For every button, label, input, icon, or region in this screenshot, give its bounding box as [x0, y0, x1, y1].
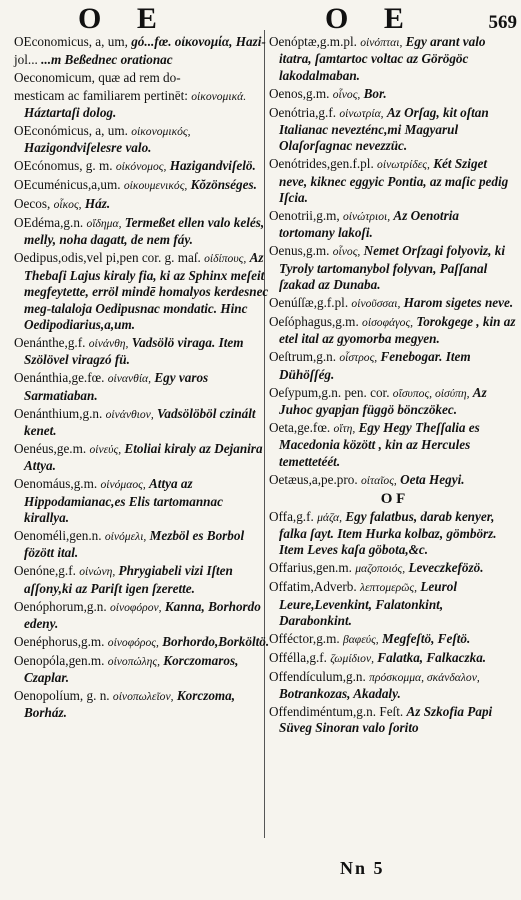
headword: Oenótrides,gen.f.pl. [269, 156, 374, 172]
headword: Oenus,g.m. [269, 243, 330, 259]
left-column [14, 34, 270, 723]
greek-equivalent: οἰνωτρία, [339, 106, 384, 120]
page-header [0, 2, 521, 38]
hungarian-definition: Termeßet ellen valo kelés, melly, noha dagatt, de nem fáy. [24, 215, 265, 248]
headword: Oedipus,odis,vel pi,pen cor. g. maſ. [14, 250, 201, 266]
greek-equivalent: οἰνοφόρος, [107, 635, 159, 649]
right-column [269, 34, 517, 738]
headword: OEconomicus, a, um, [14, 34, 128, 49]
dictionary-entry [14, 215, 270, 249]
greek-equivalent: οἰκονομικά. [191, 89, 247, 103]
headword: Oenóne,g.f. [14, 563, 76, 579]
dictionary-entry [269, 314, 517, 348]
hungarian-definition: Az Thebaſi Lajus kiraly fia, ki az Sphinx meſeit megfeytette, erröl mindē homalyos kerdesnec meg-talaloja Oedipusnac mondatic. Hinc Oedipodiarius,a,um. [24, 250, 269, 332]
headword: Oenóptæ,g.m.pl. [269, 34, 357, 49]
headword: Offarius,gen.m. [269, 560, 352, 576]
dictionary-entry [14, 70, 270, 86]
greek-equivalent: οἰνεύς, [89, 442, 122, 456]
headword: Oenopolíum, g. n. [14, 688, 110, 704]
dictionary-entry [269, 156, 517, 206]
greek-equivalent: μαζοποιός, [355, 562, 406, 576]
signature-mark: Nn 5 [340, 858, 385, 878]
greek-equivalent: οἰνοπώλης, [107, 654, 160, 668]
hungarian-definition: Háztartaſi dolog. [24, 105, 117, 121]
headword: Oeſóphagus,g.m. [269, 314, 359, 329]
headword: Oenotrii,g.m, [269, 208, 340, 224]
left-header-letters: O E [78, 2, 171, 35]
headword: Offélla,g.f. [269, 649, 327, 665]
dictionary-entry [14, 158, 270, 175]
dictionary-entry [14, 177, 270, 194]
dictionary-entry [14, 688, 270, 722]
headword: Oenóphorum,g.n. [14, 598, 107, 614]
headword: Oenéphorus,g.m. [14, 633, 105, 649]
greek-equivalent: οἰνοῦσσαι, [351, 297, 401, 311]
headword: OEdéma,g.n. [14, 215, 84, 231]
greek-equivalent: οἰταῖος, [360, 473, 397, 487]
headword: Oeſtrum,g.n. [269, 349, 337, 365]
hungarian-definition: Bor. [363, 85, 387, 101]
hungarian-definition: Az Oenotria tortomany lakoſi. [279, 208, 459, 241]
dictionary-entry [269, 704, 517, 737]
greek-equivalent: οἰνόμελι, [104, 529, 147, 543]
greek-equivalent: οἰνώτριοι, [343, 210, 391, 224]
headword: OEcónomus, g. m. [14, 158, 113, 174]
greek-equivalent: οἴτη, [333, 421, 356, 435]
greek-equivalent: οἰνάνθιον, [105, 407, 154, 421]
hungarian-definition: Mezböl es Borbol fözött ital. [24, 527, 245, 561]
dictionary-entry [269, 243, 517, 293]
hungarian-definition: Hazigandviſelö. [169, 158, 256, 174]
greek-equivalent: οἰνόμαος, [100, 478, 146, 492]
headword: Oenánthia,ge.fœ. [14, 370, 105, 386]
dictionary-entry [269, 420, 517, 470]
dictionary-entry [269, 650, 517, 667]
dictionary-entry [269, 86, 517, 103]
greek-equivalent: πρόσκομμα, σκάνδαλον, [369, 670, 480, 684]
greek-equivalent: οἰνώνη, [79, 565, 116, 579]
greek-equivalent: οἰδίπους, [204, 252, 247, 266]
dictionary-entry [14, 599, 270, 633]
greek-equivalent: οἶστρος, [339, 351, 378, 365]
greek-equivalent: οἰνοπωλεῖον, [112, 690, 174, 704]
dictionary-entry [269, 34, 517, 84]
greek-equivalent: οἴδημα, [86, 217, 122, 231]
page-number: 569 [488, 12, 517, 33]
greek-equivalent: οἰνάνθη, [88, 336, 129, 350]
greek-equivalent: οἰνωτρίδες, [377, 158, 430, 172]
section-heading: O F [380, 490, 406, 507]
headword: Oenánthe,g.f. [14, 334, 86, 350]
hungarian-definition: Borhordo,Borköltö. [162, 633, 270, 649]
greek-equivalent: οἰκονομικός, [131, 125, 191, 139]
hungarian-definition: Kŏzönséges. [190, 177, 257, 193]
hungarian-definition: Attya az Hippodamianac,es Elis tartomannac kirallya. [24, 476, 223, 525]
headword: Oetæus,a,pe.pro. [269, 471, 358, 487]
hungarian-definition: Kanna, Borhordo edeny. [24, 598, 261, 631]
headword: Oenos,g.m. [269, 85, 330, 101]
hungarian-definition: Vadsölö viraga. Item Szölövel viragzó fü. [24, 334, 244, 368]
hungarian-definition: Phrygiabeli vizi Iſten aſſony,ki az Pariſt igen ſzerette. [24, 563, 233, 596]
dictionary-entry [14, 196, 270, 213]
hungarian-definition: Nemet Orſzagi folyoviz, ki Tyroly tartomanybol folyvan, Paſſanal ſzakad az Dunaba. [279, 243, 505, 293]
dictionary-entry [14, 476, 270, 526]
hungarian-definition: ...m Beßednec orationac [41, 51, 173, 67]
dictionary-entry [269, 669, 517, 703]
headword: Offa,g.f. [269, 508, 314, 524]
dictionary-entry [14, 34, 270, 50]
headword: Oenomáus,g.m. [14, 476, 98, 492]
hungarian-definition: Az Orſag, kit oſtan Italianac nevezténc,mi Magyarul Olaſorſagnac nevezzüc. [279, 104, 489, 154]
greek-equivalent: οἰκόνομος, [115, 160, 167, 174]
headword: jol... [14, 51, 38, 67]
dictionary-entry [14, 52, 270, 68]
headword: OEcuménicus,a,um. [14, 177, 121, 193]
headword: Offatim,Adverb. [269, 579, 357, 595]
hungarian-definition: Egy Hegy Theſſalia es Macedonia között , kin az Hercules temettetéét. [279, 419, 480, 469]
headword: Oecos, [14, 196, 51, 212]
greek-equivalent: οἶνος, [332, 87, 361, 101]
hungarian-definition: Egy arant valo itatra, ſamtartoc voltac az Görögöc lakodalmaban. [279, 34, 486, 83]
headword: Oenúſſæ,g.f.pl. [269, 295, 349, 311]
dictionary-entry [269, 105, 517, 155]
headword: Oeta,ge.fœ. [269, 419, 331, 435]
hungarian-definition: Torokgege , kin az etel ital az gyomorba megyen. [279, 314, 516, 347]
greek-equivalent: μάζα, [317, 510, 343, 524]
headword: Oeſypum,g.n. pen. cor. [269, 384, 390, 400]
dictionary-entry [269, 579, 517, 629]
hungarian-definition: Korczomaros, Czaplar. [24, 652, 239, 686]
hungarian-definition: Egy falatbus, darab kenyer, falka ſayt. Item Hurka kolbaz, gömbörz. Item Leves kaſa göbota,&c. [279, 508, 497, 558]
hungarian-definition: Harom sigetes neve. [403, 295, 514, 311]
headword: Oenopóla,gen.m. [14, 652, 105, 668]
hungarian-definition: Az Szkofia Papi Süveg Sinoran valo ſorito [279, 704, 493, 736]
hungarian-definition: Vadsölöböl czinált kenet. [24, 405, 256, 438]
headword: Offendículum,g.n. [269, 668, 366, 684]
headword: OEconómicus, a, um. [14, 123, 128, 139]
dictionary-entry [14, 370, 270, 404]
headword: Oenánthium,g.n. [14, 405, 103, 421]
dictionary-entry [14, 441, 270, 475]
greek-equivalent: λεπτομερῶς, [359, 581, 418, 595]
dictionary-entry [269, 472, 517, 489]
dictionary-entry [269, 509, 517, 559]
greek-equivalent: οἰκουμενικός, [123, 179, 188, 193]
hungarian-definition: Ház. [84, 196, 111, 212]
headword: Oeconomicum, quæ ad rem do- [14, 69, 181, 85]
greek-equivalent: ζωμίδιον, [330, 651, 374, 665]
hungarian-definition: Oeta Hegyi. [400, 471, 465, 487]
headword: Oenoméli,gen.n. [14, 527, 102, 543]
right-header-letters: O E [325, 2, 418, 35]
headword: Oenótria,g.f. [269, 104, 337, 120]
hungarian-definition: Falatka, Falkaczka. [377, 649, 487, 665]
hungarian-definition: Leurol Leure,Levenkint, Falatonkint, Darabonkint. [279, 579, 457, 628]
greek-equivalent: οἰνόπται, [360, 36, 403, 49]
hungarian-definition: Botrankozas, Akadaly. [279, 686, 401, 702]
dictionary-entry [269, 631, 517, 648]
dictionary-entry [14, 528, 270, 562]
dictionary-entry [14, 653, 270, 687]
headword: Offendiméntum,g.n. Feſt. [269, 704, 404, 720]
greek-equivalent: οἰνανθία, [107, 372, 152, 386]
headword: mesticam ac familiarem pertinēt: [14, 87, 188, 103]
hungarian-definition: Korczoma, Borház. [24, 688, 236, 721]
dictionary-entry [14, 406, 270, 440]
hungarian-definition: Az Juhoc gyapjan függö bönczökec. [279, 384, 487, 418]
dictionary-entry [14, 335, 270, 369]
greek-equivalent: οἶνος, [332, 245, 361, 259]
dictionary-entry [14, 634, 270, 651]
headword: Oenéus,ge.m. [14, 440, 87, 456]
greek-equivalent: οἴσυπος, οἰσύπη, [392, 386, 470, 400]
hungarian-definition: Leveczkefözö. [408, 560, 484, 576]
dictionary-entry [14, 123, 270, 157]
dictionary-entry [269, 349, 517, 383]
dictionary-entry [14, 250, 270, 333]
headword: Offéctor,g.m. [269, 630, 340, 646]
dictionary-entry [269, 385, 517, 419]
dictionary-entry [269, 208, 517, 242]
greek-equivalent: οἰνοφόρον, [109, 600, 162, 614]
hungarian-definition: Egy varos Sarmatiaban. [24, 370, 209, 403]
greek-equivalent: οἶκος, [53, 198, 82, 212]
dictionary-entry [14, 563, 270, 597]
hungarian-definition: gó...fœ. οἰκονομία, Hazi- [131, 34, 266, 49]
dictionary-entry [269, 295, 517, 312]
dictionary-entry [14, 88, 270, 122]
greek-equivalent: οἰσοφάγος, [362, 316, 414, 329]
hungarian-definition: Etoliai kiraly az Dejanira Attya. [24, 440, 263, 474]
hungarian-definition: Megfeſtö, Feſtö. [382, 630, 471, 646]
greek-equivalent: βαφεύς, [342, 632, 379, 646]
hungarian-definition: Két Sziget neve, kiknec eggyic Pontia, az maſic pedig Iſcia. [279, 156, 509, 206]
hungarian-definition: Hazigondviſelesre valo. [24, 140, 152, 156]
dictionary-entry [269, 560, 517, 577]
hungarian-definition: Fenebogar. Item Dühöſſég. [279, 349, 471, 382]
